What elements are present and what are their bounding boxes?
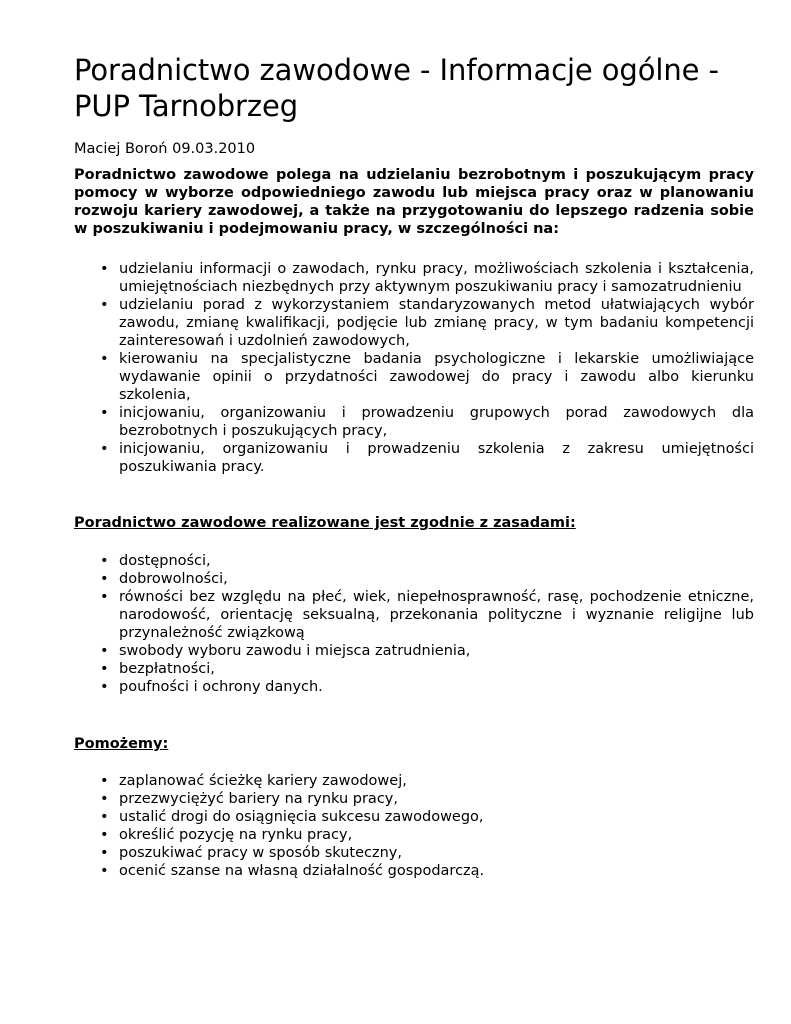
list-item-text: ocenić szanse na własną działalność gospodarczą. [119,863,485,879]
bullet-icon: • [100,553,109,569]
bullet-icon: • [100,351,109,367]
list-item-text: udzielaniu porad z wykorzystaniem standaryzowanych metod ułatwiających wybór zawodu, zmianę kwalifikacji, podjęcie lub zmianę pracy, w tym badaniu kompetencji zainteresowań i uzdolnień zawodowych, [119,297,754,349]
bullet-icon: • [100,773,109,789]
intro-paragraph: Poradnictwo zawodowe polega na udzielaniu bezrobotnym i poszukującym pracy pomocy w wyborze odpowiedniego zawodu lub miejsca pracy oraz w planowaniu rozwoju kariery zawodowej, a także na przygotowaniu do lepszego radzenia sobie w poszukiwaniu i podejmowaniu pracy, w szczególności na: [74,167,754,237]
list-item [74,404,754,440]
help-heading: Pomożemy: [74,736,169,752]
bullet-icon: • [100,791,109,807]
bullet-icon: • [100,297,109,313]
bullet-icon: • [100,589,109,605]
bullet-icon: • [100,643,109,659]
bullet-icon: • [100,809,109,825]
list-item [74,296,754,350]
bullet-icon: • [100,679,109,695]
bullet-icon: • [100,661,109,677]
author-date: Maciej Boroń 09.03.2010 [74,141,256,157]
list-item-text: bezpłatności, [119,661,215,677]
document-page [74,52,754,880]
list-item-text: swobody wyboru zawodu i miejsca zatrudnienia, [119,643,471,659]
list-item [74,642,754,660]
principles-heading: Poradnictwo zawodowe realizowane jest zgodnie z zasadami: [74,515,576,531]
list-item-text: dostępności, [119,553,211,569]
page-title: Poradnictwo zawodowe - Informacje ogólne - PUP Tarnobrzeg [74,53,719,123]
list-item [74,660,754,678]
list-item-text: kierowaniu na specjalistyczne badania psychologiczne i lekarskie umożliwiające wydawanie opinii o przydatności zawodowej do pracy i zawodu albo kierunku szkolenia, [119,351,754,403]
list-item-text: inicjowaniu, organizowaniu i prowadzeniu szkolenia z zakresu umiejętności poszukiwania pracy. [119,441,754,475]
services-list [74,260,754,476]
list-item-text: określić pozycję na rynku pracy, [119,827,353,843]
list-item-text: przezwyciężyć bariery na rynku pracy, [119,791,398,807]
bullet-icon: • [100,863,109,879]
list-item-text: ustalić drogi do osiągnięcia sukcesu zawodowego, [119,809,484,825]
bullet-icon: • [100,571,109,587]
help-list [74,772,754,880]
list-item-text: inicjowaniu, organizowaniu i prowadzeniu grupowych porad zawodowych dla bezrobotnych i poszukujących pracy, [119,405,754,439]
list-item-text: dobrowolności, [119,571,228,587]
list-item [74,570,754,588]
bullet-icon: • [100,827,109,843]
bullet-icon: • [100,405,109,421]
list-item [74,350,754,404]
list-item [74,260,754,296]
list-item [74,826,754,844]
list-item [74,808,754,826]
list-item [74,588,754,642]
list-item-text: poufności i ochrony danych. [119,679,323,695]
bullet-icon: • [100,845,109,861]
list-item-text: równości bez względu na płeć, wiek, niepełnosprawność, rasę, pochodzenie etniczne, narodowość, orientację seksualną, przekonania polityczne i wyznanie religijne lub przynależność związkową [119,589,754,641]
list-item [74,552,754,570]
list-item [74,790,754,808]
bullet-icon: • [100,261,109,277]
bullet-icon: • [100,441,109,457]
list-item [74,678,754,696]
list-item [74,440,754,476]
list-item-text: poszukiwać pracy w sposób skuteczny, [119,845,402,861]
list-item [74,772,754,790]
list-item [74,862,754,880]
list-item-text: udzielaniu informacji o zawodach, rynku pracy, możliwościach szkolenia i kształcenia, umiejętnościach niezbędnych przy aktywnym poszukiwaniu pracy i samozatrudnieniu [119,261,754,295]
list-item [74,844,754,862]
principles-list [74,552,754,696]
list-item-text: zaplanować ścieżkę kariery zawodowej, [119,773,407,789]
